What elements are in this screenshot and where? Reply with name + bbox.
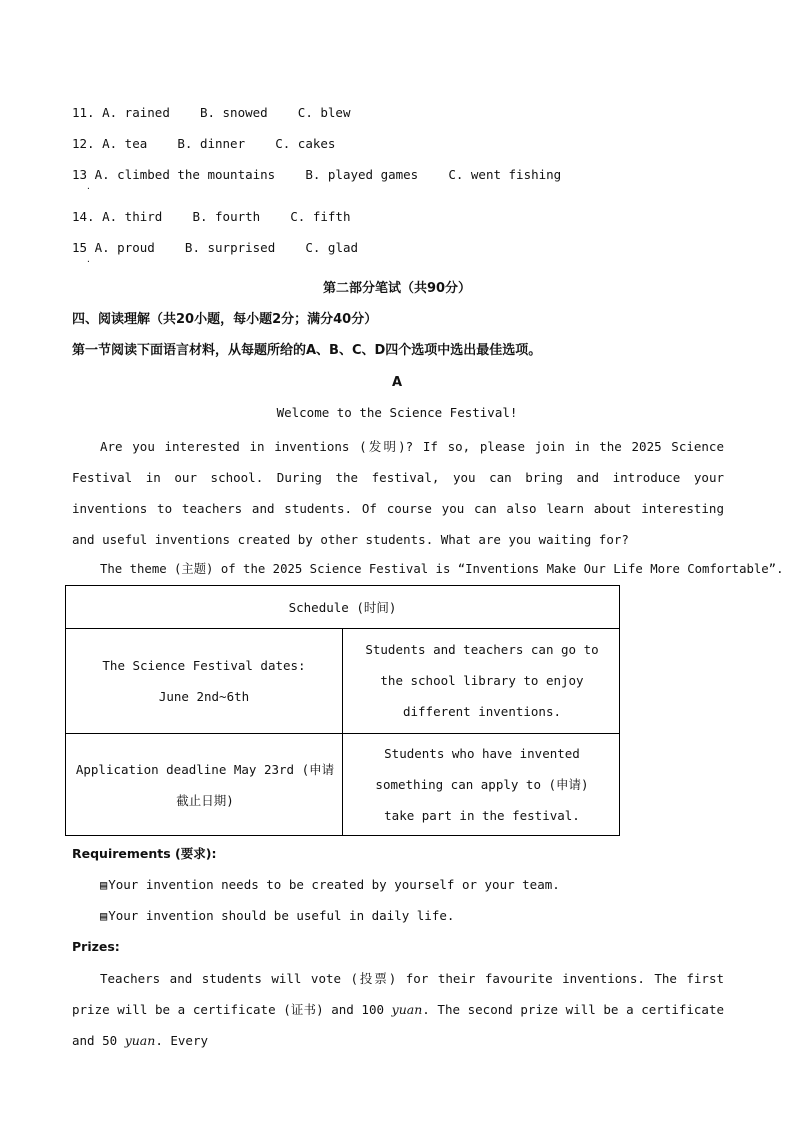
option-a: A. climbed the mountains [94,167,276,182]
paragraph-theme: The theme (主题) of the 2025 Science Festival is “Inventions Make Our Life More Comfortable”. [100,562,784,576]
requirement-text: Your invention should be useful in daily life. [108,908,455,923]
question-number: 15 [72,240,88,255]
option-a: A. third [102,209,163,224]
prizes-text: . Every [155,1033,208,1048]
option-c: C. fifth [290,209,351,224]
table-column-divider [342,628,343,835]
schedule-table [65,585,620,836]
question-number: 12. [72,136,95,151]
requirement-item [100,910,454,923]
table-cell-apply: Students who have invented something can apply to (申请) take part in the festival. [375,746,589,823]
prizes-text: Teachers and students will vote (投票) for their favourite inventions. The first prize will be a certificate (证书) and 100 [72,971,724,1017]
table-cell-deadline: Application deadline May 23rd (申请截止日期) [75,761,335,808]
requirements-title: Requirements (要求): [72,846,217,861]
question-12 [72,138,335,151]
prizes-title: Prizes: [72,939,120,954]
question-number: 14. [72,209,95,224]
list-bullet-icon: ▤ [100,909,108,923]
question-13 [72,169,561,182]
stray-mark: . [86,182,91,191]
table-cell-dates: The Science Festival dates: June 2nd~6th [102,657,306,704]
table-header: Schedule (时间) [288,599,397,615]
prizes-currency: yuan [124,1033,156,1048]
option-a: A. rained [102,105,170,120]
question-number: 11. [72,105,95,120]
prizes-text: . The second prize will be a certificate and 50 [72,1002,725,1048]
option-b: B. snowed [199,105,268,120]
option-b: B. dinner [177,136,246,151]
paragraph-intro-text: Are you interested in inventions (发明)? If so, please join in the 2025 Science Festival in our school. During the festival, you can bring and introduce your inventions to teachers and students. Of course you can also learn about interesting and useful inventions created by other students. What are you waiting for? [72,439,724,547]
option-c: C. cakes [275,136,336,151]
list-bullet-icon: ▤ [100,878,108,892]
stray-mark: . [86,255,91,264]
option-a: A. tea [102,136,148,151]
question-11 [72,107,350,120]
table-cell-library: Students and teachers can go to the school library to enjoy different inventions. [365,642,599,719]
part-title: 第二部分笔试（共90分） [322,281,472,296]
question-15 [72,242,358,255]
option-c: C. blew [297,105,351,120]
question-number: 13 [72,167,88,182]
option-b: B. fourth [192,209,261,224]
option-b: B. played games [305,167,419,182]
paragraph-prizes [72,963,724,1056]
passage-label: A [391,375,403,390]
section-title: 四、阅读理解（共20小题，每小题2分；满分40分） [72,312,378,327]
option-c: C. went fishing [448,167,562,182]
option-a: A. proud [94,240,155,255]
paragraph-intro [72,431,724,555]
option-b: B. surprised [184,240,276,255]
requirement-text: Your invention needs to be created by yourself or your team. [108,877,560,892]
subsection-title: 第一节阅读下面语言材料，从每题所给的A、B、C、D四个选项中选出最佳选项。 [72,343,542,358]
requirement-item [100,879,560,892]
prizes-currency: yuan [391,1002,423,1017]
option-c: C. glad [305,240,359,255]
passage-title: Welcome to the Science Festival! [276,405,518,420]
question-14 [72,211,351,224]
